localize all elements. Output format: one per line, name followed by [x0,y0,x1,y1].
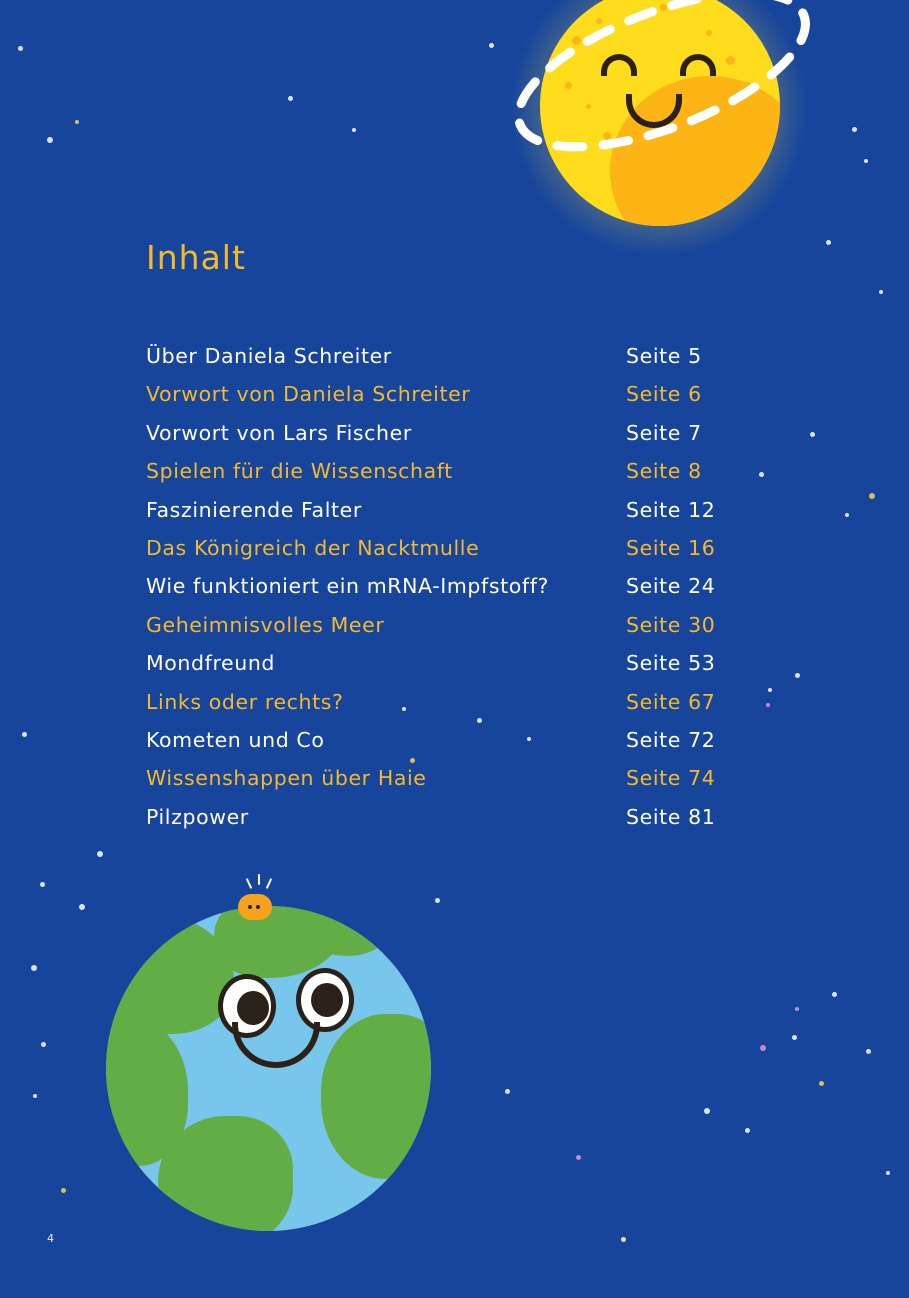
toc-entry-title: Das Königreich der Nacktmulle [146,535,480,560]
toc-entry-page: Seite 72 [626,727,716,752]
toc-entry[interactable] [146,574,786,612]
toc-entry-page: Seite 30 [626,612,716,637]
toc-entry[interactable] [146,766,786,804]
toc-entry-title: Wie funktioniert ein mRNA-Impfstoff? [146,574,550,599]
toc-entry-title: Vorwort von Lars Fischer [146,420,412,445]
toc-entry[interactable] [146,651,786,689]
toc-entry-title: Kometen und Co [146,727,325,752]
earth-body-icon [106,906,431,1231]
toc-entry-page: Seite 24 [626,574,716,599]
toc-entry-title: Vorwort von Daniela Schreiter [146,382,471,407]
toc-entry-title: Wissenshappen über Haie [146,766,427,791]
toc-entry-page: Seite 8 [626,459,702,484]
toc-entry-title: Mondfreund [146,651,276,676]
toc-entry[interactable] [146,498,786,536]
toc-entry[interactable] [146,459,786,497]
toc-entry-title: Spielen für die Wissenschaft [146,459,453,484]
earth-illustration [98,880,448,1220]
toc-entry-title: Faszinierende Falter [146,497,362,522]
page-title: Inhalt [146,238,246,277]
toc-entry-page: Seite 74 [626,766,716,791]
toc-entry-title: Geheimnisvolles Meer [146,612,385,637]
toc-entry[interactable] [146,805,786,843]
toc-entry-page: Seite 7 [626,420,702,445]
toc-entry[interactable] [146,382,786,420]
toc-entry-title: Links oder rechts? [146,689,344,714]
toc-entry[interactable] [146,613,786,651]
toc-entry-page: Seite 53 [626,651,716,676]
toc-entry[interactable] [146,690,786,728]
toc-entry[interactable] [146,421,786,459]
earth-mouth-icon [232,1022,320,1068]
page-number: 4 [47,1232,54,1245]
toc-entry-title: Pilzpower [146,804,249,829]
sun-illustration [489,0,869,278]
toc-entry[interactable] [146,536,786,574]
toc-entry-page: Seite 81 [626,804,716,829]
table-of-contents [146,344,786,843]
toc-entry[interactable] [146,344,786,382]
toc-entry-page: Seite 16 [626,535,716,560]
sun-ring-icon [497,0,827,180]
toc-entry[interactable] [146,728,786,766]
toc-entry-page: Seite 12 [626,497,716,522]
toc-entry-page: Seite 6 [626,382,702,407]
toc-entry-page: Seite 67 [626,689,716,714]
toc-entry-title: Über Daniela Schreiter [146,344,392,368]
bee-icon [238,894,272,920]
toc-entry-page: Seite 5 [626,344,702,368]
